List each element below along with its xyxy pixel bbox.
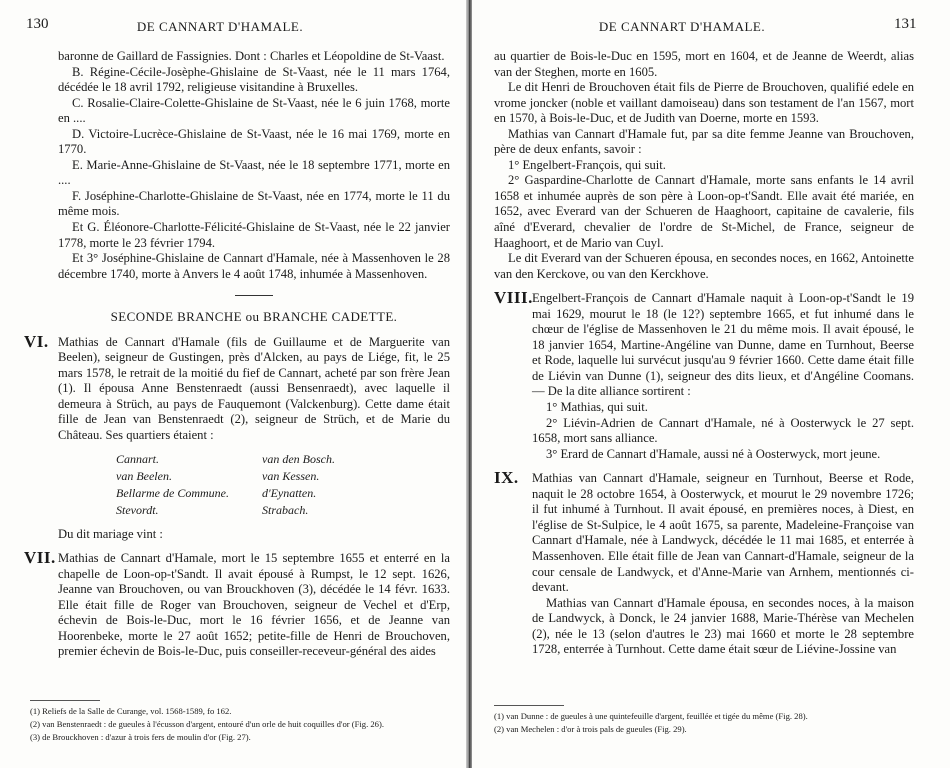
generation-viii-entry [494,288,914,400]
footnote-rule [30,700,100,701]
quarters-list [116,451,450,519]
quarter-item: van Beelen. [116,468,172,483]
paragraph: baronne de Gaillard de Fassignies. Dont : Charles et Léopoldine de St-Vaast. [58,49,445,63]
footnote-rule [494,705,564,706]
left-page [0,0,466,768]
running-head: DE CANNART D'HAMALE. [598,19,766,34]
paragraph: 1° Engelbert-François, qui suit. [508,157,666,172]
branch-title: SECONDE BRANCHE ou BRANCHE CADETTE. [110,309,398,325]
quarter-item: Bellarme de Commune. [116,485,229,500]
generation-text: Engelbert-François de Cannart d'Hamale naquit à Loon-op-t'Sandt le 19 mai 1629, mourut le 18 (le 12?) septembre 1665, et fut inhumé dans le chœur de l'église de Massenhoven le 21 du même mois. Il avait épousé, le 18 janvier 1654, Martine-Angéline van Dunne, dame en Turnhout, Beerse et Rode, laquelle lui survécut jusqu'au 9 février 1660. Cette dame était fille de Liévin van Dunne (1), seigneur des dits lieux, et d'Angéline Coomans. — De la dite alliance sortirent : [532,291,914,399]
section-divider [235,295,273,296]
paragraph: F. Joséphine-Charlotte-Ghislaine de St-Vaast, née en 1774, morte le 11 du même mois. [58,188,450,219]
paragraph: Mathias van Cannart d'Hamale fut, par sa dite femme Jeanne van Brouchoven, père de deux enfants, savoir : [494,126,914,157]
footnotes [494,710,934,736]
footnote: (2) van Mechelen : d'or à trois pals de gueules (Fig. 29). [494,724,687,734]
paragraph: au quartier de Bois-le-Duc en 1595, mort en 1604, et de Jeanne de Weerdt, alias van der Steghen, morte en 1605. [494,49,914,79]
quarter-item: Cannart. [116,451,160,466]
paragraph: 3° Erard de Cannart d'Hamale, aussi né à Oosterwyck, mort jeune. [546,446,881,461]
generation-number: IX. [494,468,519,488]
footnote: (2) van Benstenraedt : de gueules à l'écusson d'argent, entouré d'un orle de huit coquilles d'or (Fig. 26). [30,719,384,729]
quarter-item: van Kessen. [262,468,320,483]
running-head: DE CANNART D'HAMALE. [136,19,304,34]
generation-text: Mathias de Cannart d'Hamale (fils de Guillaume et de Marguerite van Beelen), seigneur de Gustingen, près d'Alcken, au pays de Liége, fit, le 25 mars 1578, le retrait de la moitié du fief de Cannart, acheté par son frère Jean (1). Il épousa Anne Benstenraedt (aussi Bensenraedt), avec laquelle il demeura à Strüch, au pays de Fauquemont (Valckenburg). Cette dame était fille de Jean van Benstenraedt (2), seigneur de Strüch, et de Marie du Château. Ses quartiers étaient : [58,334,450,443]
right-page [472,0,950,768]
quarter-item: Strabach. [262,502,309,517]
paragraph: E. Marie-Anne-Ghislaine de St-Vaast, née le 18 septembre 1771, morte en .... [58,157,450,188]
paragraph: Et G. Éléonore-Charlotte-Félicité-Ghislaine de St-Vaast, née le 22 janvier 1778, morte le 23 février 1794. [58,220,450,250]
footnote: (1) Reliefs de la Salle de Curange, vol. 1568-1589, fo 162. [30,706,232,716]
generation-vi-entry [24,331,450,444]
paragraph: 2° Gaspardine-Charlotte de Cannart d'Hamale, morte sans enfants le 14 avril 1658 et inhumée auprès de son père à Loon-op-t'Sandt. Elle avait été mariée, en 1652, avec Everard van der Schueren de Haaghoort, capitaine de cavalerie, fils aîné d'Everard, chevalier de l'ordre de St-Michel, de France, seigneur de Haaghoort, et de Mario van Cuyl. [494,173,914,250]
paragraph: Mathias van Cannart d'Hamale épousa, en secondes noces, à la maison de Landwyck, à Donck, le 24 janvier 1688, Marie-Thérèse van Mechelen (2), née le 13 (selon d'autres le 23) mai 1660 et morte le 28 septembre 1728, enterrée à Turnhout. Cette dame était sœur de Liévine-Jossine van [532,595,914,657]
footnote: (1) van Dunne : de gueules à une quintefeuille d'argent, feuillée et tigée du même (Fig. 28). [494,711,808,721]
generation-number: VII. [24,548,56,568]
generation-number: VI. [24,331,49,351]
left-page-body [24,49,450,660]
paragraph: Le dit Henri de Brouchoven était fils de Pierre de Brouchoven, qualifié edele en vrome joncker (noble et vaillant damoiseau) dans son testament de l'an 1567, mort en 1570, à Bois-le-Duc, et de Judith van Doerne, morte en 1593. [494,80,914,126]
paragraph: B. Régine-Cécile-Josèphe-Ghislaine de St-Vaast, née le 11 mars 1764, décédée le 18 avril 1792, religieuse visitandine à Bruxelles. [58,64,450,95]
generation-vii-entry [24,548,450,660]
generation-number: VIII. [494,288,533,308]
paragraph: 2° Liévin-Adrien de Cannart d'Hamale, né à Oosterwyck le 27 sept. 1658, mort sans alliance. [532,415,914,446]
page-number: 131 [894,16,917,32]
paragraph: D. Victoire-Lucrèce-Ghislaine de St-Vaast, née le 16 mai 1769, morte en 1770. [58,126,450,157]
paragraph: 1° Mathias, qui suit. [546,400,648,415]
quarter-item: Stevordt. [116,502,159,517]
footnote: (3) de Brouckhoven : d'azur à trois fers de moulin d'or (Fig. 27). [30,732,251,742]
footnotes [30,705,460,744]
generation-text: Mathias van Cannart d'Hamale, seigneur en Turnhout, Beerse et Rode, naquit le 28 octobre 1654, à Oosterwyck, et mourut le 29 novembre 1726; il fut inhumé à Turnhout. Il avait épousé, en premières noces, à Diest, en l'église de St-Sulpice, le 4 août 1675, sa parente, Madeleine-Françoise van Cannart d'Hamale, née à Landwyck, décédée le 11 mai 1685, et enterrée à Massenhoven. Elle était fille de Jean van Cannart-d'Hamale, seigneur de la cour censale de Landwyck, et d'Anne-Marie van Arnhem, mentionnés ci-devant. [532,471,914,595]
paragraph: Le dit Everard van der Schueren épousa, en secondes noces, en 1662, Antoinette van den Kerckove, ou van den Kerckhove. [494,251,914,281]
quarter-item: van den Bosch. [262,451,335,466]
page-number: 130 [26,16,49,32]
quarter-item: d'Eynatten. [262,485,317,500]
paragraph: Et 3° Joséphine-Ghislaine de Cannart d'Hamale, née à Massenhoven le 28 décembre 1740, morte à Anvers le 4 août 1748, inhumée à Massenhoven. [58,251,450,281]
generation-ix-entry [494,468,914,595]
paragraph: Du dit mariage vint : [58,526,163,541]
paragraph: C. Rosalie-Claire-Colette-Ghislaine de St-Vaast, née le 6 juin 1768, morte en .... [58,95,450,126]
generation-text: Mathias de Cannart d'Hamale, mort le 15 septembre 1655 et enterré en la chapelle de Loon-op-t'Sandt. Il avait épousé à Rumpst, le 12 sept. 1626, Jeanne van Brouchoven, ou van Brouckhoven (3), décédée le 14 févr. 1633. Elle était fille de Roger van Brouchoven, seigneur de Vechel et d'Erp, échevin de Bois-le-Duc, mort le 16 février 1656, et de Jeanne van Hoorenbeke, morte le 27 août 1652; petite-fille de Henri de Brouchoven, premier échevin de Bois-le-Duc, puis conseiller-receveur-général des aides [58,551,450,659]
right-page-body [494,49,914,658]
